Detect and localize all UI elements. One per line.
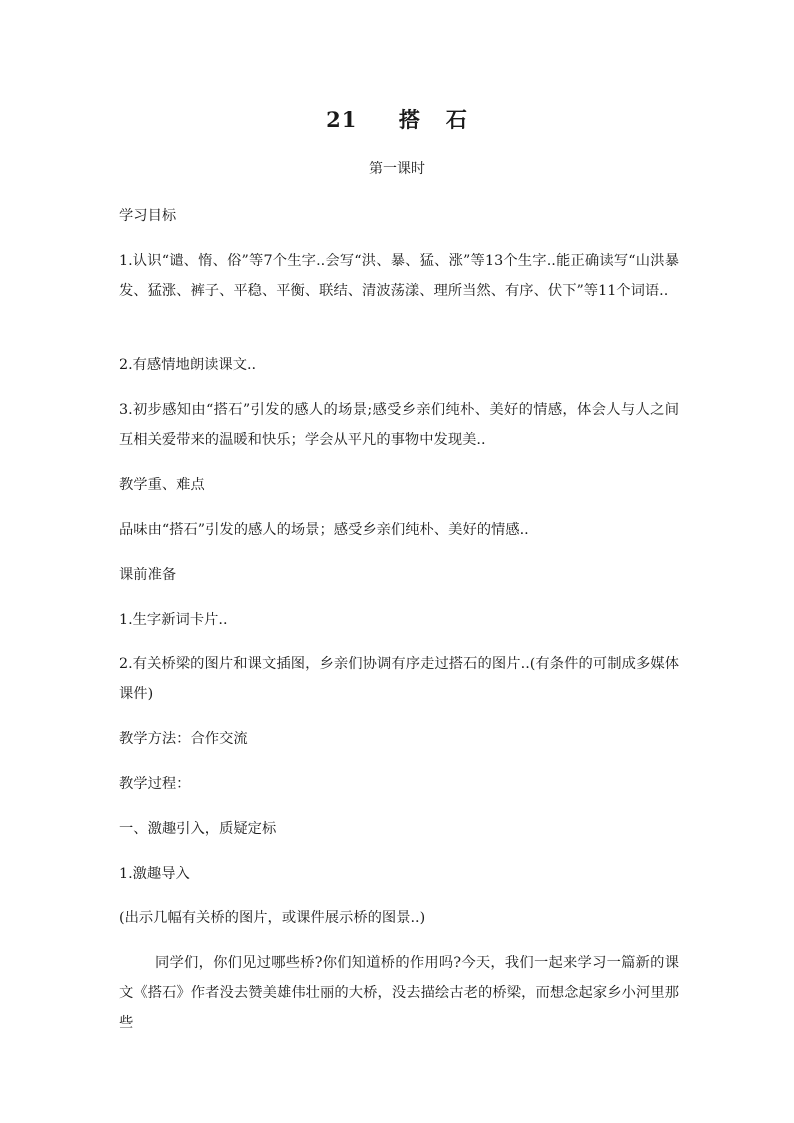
heading-learning-goals: 学习目标 <box>119 208 177 224</box>
goal-item-2: 2.有感情地朗读课文.. <box>119 357 257 373</box>
lesson-subtitle: 第一课时 <box>369 161 425 177</box>
process-section-1: 一、激趣引入，质疑定标 <box>119 821 277 837</box>
goal-item-3: 3.初步感知由“搭石”引发的感人的场景;感受乡亲们纯朴、美好的情感，体会人与人之间互相关爱带来的温暖和快乐；学会从平凡的事物中发现美.. <box>119 402 679 448</box>
heading-preparation: 课前准备 <box>119 567 177 583</box>
process-note: (出示几幅有关桥的图片，或课件展示桥的图景..) <box>119 910 426 926</box>
preparation-item-2: 2.有关桥梁的图片和课文插图，乡亲们协调有序走过搭石的图片..(有条件的可制成多媒体课件) <box>119 656 679 702</box>
preparation-item-1: 1.生字新词卡片.. <box>119 612 228 628</box>
lesson-title: 21 搭 石 <box>326 107 468 132</box>
teaching-method: 教学方法：合作交流 <box>119 731 248 747</box>
goal-item-1: 1.认识“谴、惰、俗”等7个生字..会写“洪、暴、猛、涨”等13个生字..能正确读写“山洪暴发、猛涨、裤子、平稳、平衡、联结、清波荡漾、理所当然、有序、伏下”等11个词语.. <box>119 253 679 299</box>
intro-paragraph: 同学们，你们见过哪些桥?你们知道桥的作用吗?今天，我们一起来学习一篇新的课文《搭石》作者没去赞美雄伟壮丽的大桥，没去描绘古老的桥梁，而想念起家乡小河里那些 <box>119 955 679 1031</box>
heading-teaching-process: 教学过程： <box>119 776 191 792</box>
process-step-1: 1.激趣导入 <box>119 866 190 882</box>
heading-key-difficult-points: 教学重、难点 <box>119 477 205 493</box>
key-points-text: 品味由“搭石”引发的感人的场景；感受乡亲们纯朴、美好的情感.. <box>119 522 529 538</box>
